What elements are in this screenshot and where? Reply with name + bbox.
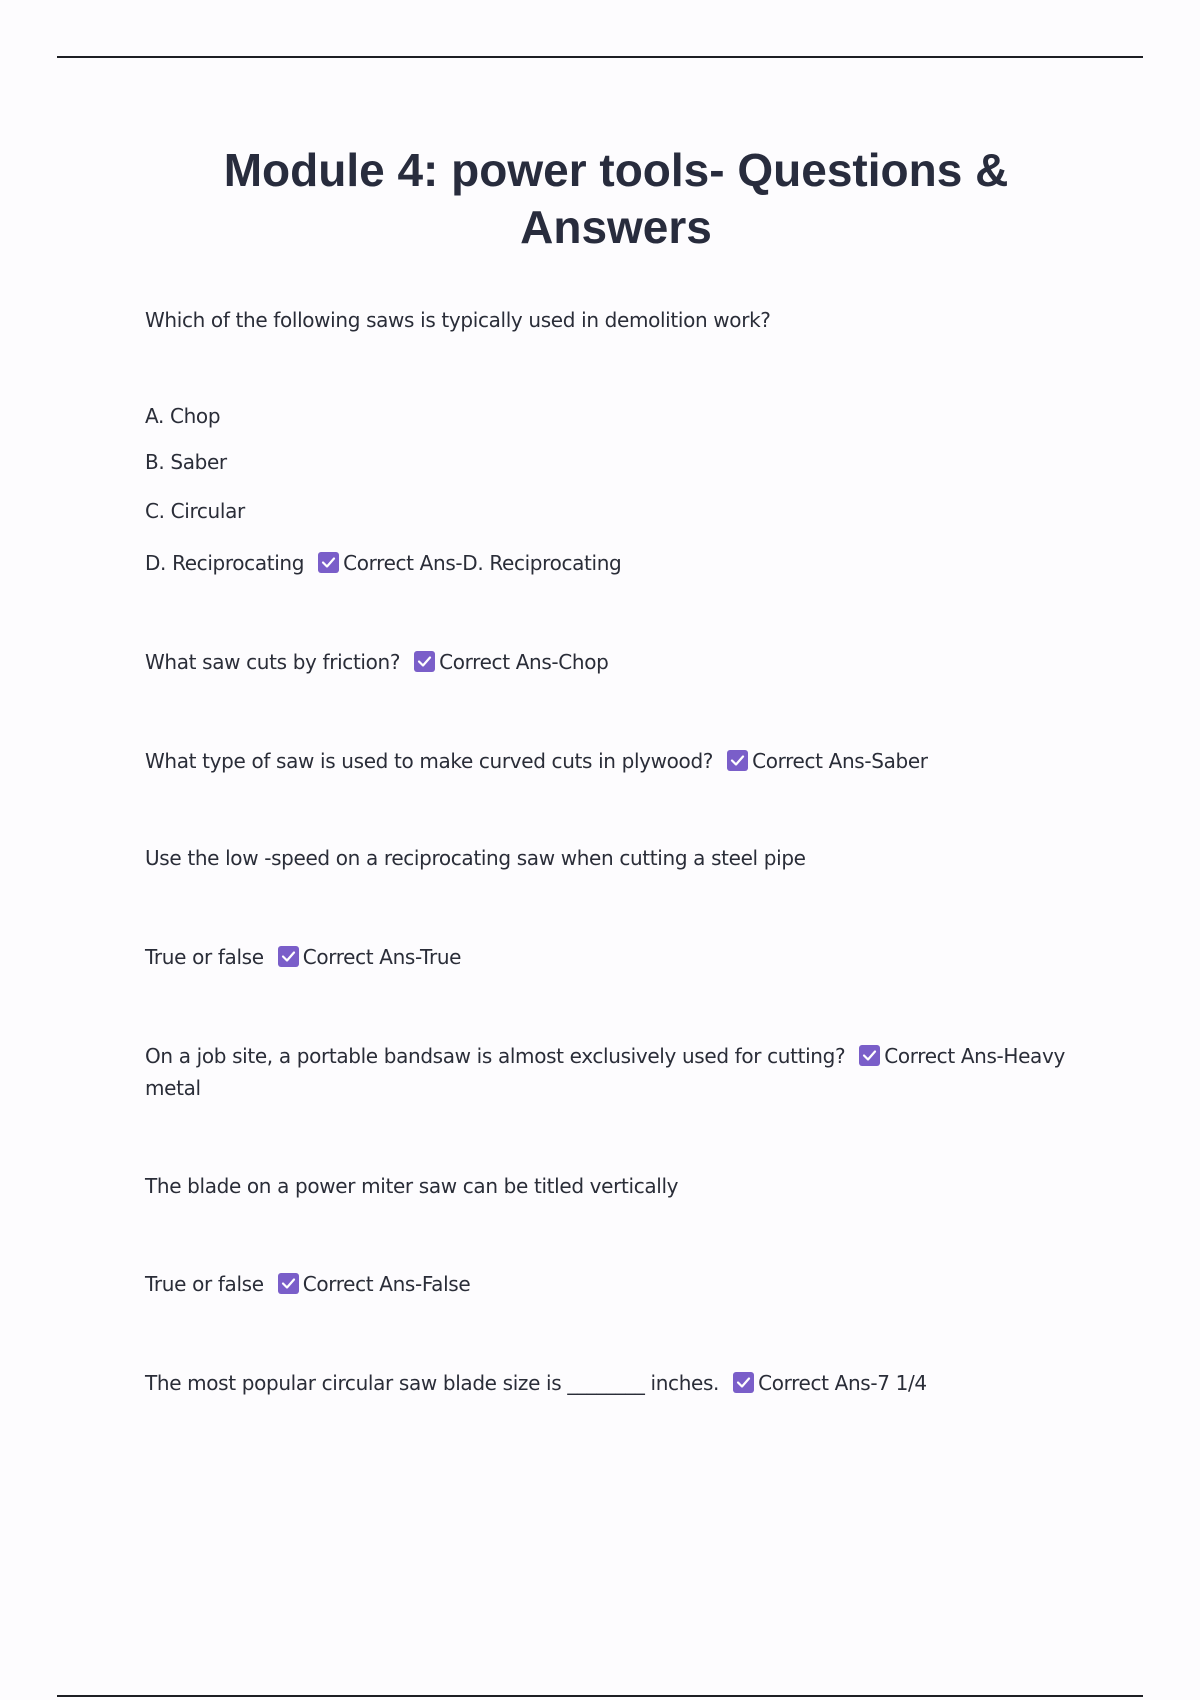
question-6-answer (145, 1268, 1085, 1300)
checkbox-checked-icon (727, 750, 748, 771)
question-4 (145, 842, 1085, 874)
option-text: D. Reciprocating (145, 551, 305, 575)
answer-text: Correct Ans-False (302, 1272, 471, 1296)
question-3 (145, 745, 1085, 777)
question-text: True or false (145, 1272, 264, 1296)
answer-text: Correct Ans-Saber (752, 749, 928, 773)
option-text: C. Circular (145, 499, 245, 523)
question-text: What type of saw is used to make curved cuts in plywood? (145, 749, 714, 773)
option-c (145, 495, 1085, 527)
bottom-rule (57, 1695, 1143, 1697)
question-text: Use the low -speed on a reciprocating saw when cutting a steel pipe (145, 846, 806, 870)
checkbox-checked-icon (278, 946, 299, 967)
checkbox-checked-icon (859, 1045, 880, 1066)
option-text: A. Chop (145, 404, 221, 428)
option-d (145, 547, 1085, 579)
checkbox-checked-icon (733, 1372, 754, 1393)
question-text: Which of the following saws is typically used in demolition work? (145, 308, 771, 332)
question-4-answer (145, 941, 1085, 973)
option-text: B. Saber (145, 450, 227, 474)
option-a (145, 400, 1085, 432)
question-text: The most popular circular saw blade size is ________ inches. (145, 1371, 720, 1395)
answer-text: Correct Ans-Chop (439, 650, 609, 674)
checkbox-checked-icon (278, 1273, 299, 1294)
question-2 (145, 646, 1085, 678)
checkbox-checked-icon (414, 651, 435, 672)
question-5 (145, 1040, 1085, 1104)
top-rule (57, 56, 1143, 58)
question-6 (145, 1170, 1085, 1202)
question-text: What saw cuts by friction? (145, 650, 401, 674)
question-7 (145, 1367, 1085, 1399)
answer-text: Correct Ans-D. Reciprocating (343, 551, 622, 575)
answer-text: Correct Ans-7 1/4 (758, 1371, 927, 1395)
checkbox-checked-icon (318, 552, 339, 573)
question-text: True or false (145, 945, 264, 969)
question-text: The blade on a power miter saw can be titled vertically (145, 1174, 679, 1198)
option-b (145, 446, 1085, 478)
page-title: Module 4: power tools- Questions & Answers (223, 144, 1009, 253)
question-1 (145, 304, 1085, 336)
answer-text: Correct Ans-Heavy metal (145, 1044, 1065, 1100)
question-text: On a job site, a portable bandsaw is almost exclusively used for cutting? (145, 1044, 846, 1068)
answer-text: Correct Ans-True (302, 945, 462, 969)
